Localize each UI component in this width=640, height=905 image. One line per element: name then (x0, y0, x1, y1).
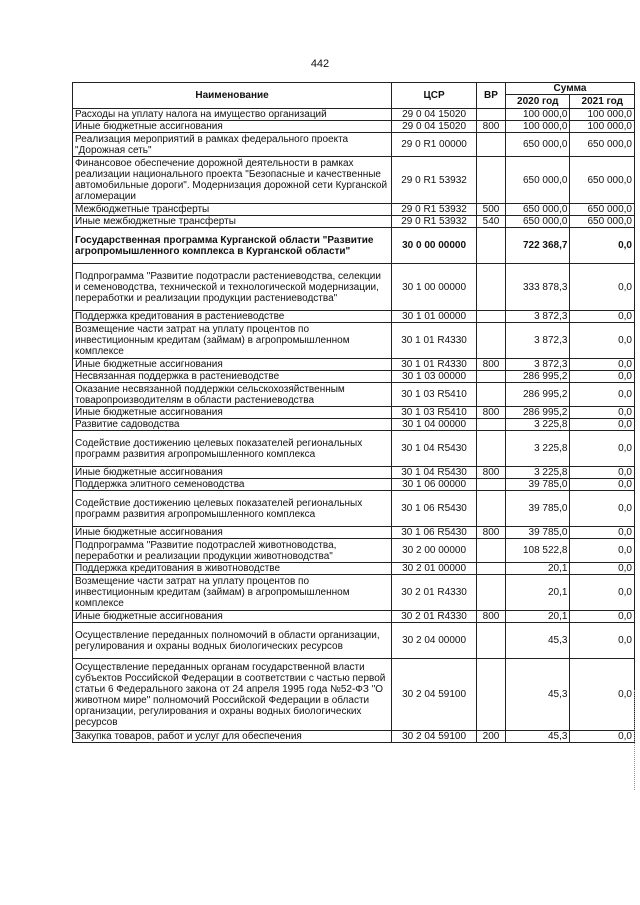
row-sum-2020: 286 995,2 (506, 383, 570, 407)
table-row (73, 623, 635, 659)
row-name: Государственная программа Курганской области "Развитие агропромышленного комплекса в Курганской области" (73, 228, 392, 264)
row-sum-2021: 0,0 (570, 264, 635, 311)
table-row (73, 133, 635, 157)
row-sum-2020: 3 872,3 (506, 359, 570, 371)
row-sum-2020: 650 000,0 (506, 133, 570, 157)
row-sum-2020: 333 878,3 (506, 264, 570, 311)
table-row (73, 407, 635, 419)
row-sum-2020: 3 225,8 (506, 419, 570, 431)
row-name: Развитие садоводства (73, 419, 392, 431)
row-sum-2020: 3 872,3 (506, 311, 570, 323)
row-sum-2021: 0,0 (570, 527, 635, 539)
row-vr-code (477, 491, 506, 527)
row-name: Несвязанная поддержка в растениеводстве (73, 371, 392, 383)
row-sum-2020: 650 000,0 (506, 157, 570, 204)
row-name: Иные межбюджетные трансферты (73, 216, 392, 228)
row-csr-code: 30 1 03 R5410 (392, 407, 477, 419)
row-name: Закупка товаров, работ и услуг для обеспечения (73, 731, 392, 743)
row-csr-code: 30 2 04 59100 (392, 659, 477, 731)
row-vr-code (477, 479, 506, 491)
row-sum-2021: 0,0 (570, 611, 635, 623)
row-name: Поддержка кредитования в растениеводстве (73, 311, 392, 323)
header-csr: ЦСР (392, 83, 477, 109)
table-row (73, 491, 635, 527)
table-row (73, 419, 635, 431)
table-row (73, 611, 635, 623)
row-sum-2021: 0,0 (570, 407, 635, 419)
row-name: Финансовое обеспечение дорожной деятельности в рамках реализации национального проекта "Безопасные и качественные автомобильные дороги". Модернизация дорожной сети Курганской агломерации (73, 157, 392, 204)
row-csr-code: 30 1 01 R4330 (392, 359, 477, 371)
row-name: Межбюджетные трансферты (73, 204, 392, 216)
row-vr-code: 800 (477, 359, 506, 371)
row-sum-2021: 0,0 (570, 431, 635, 467)
row-sum-2021: 0,0 (570, 491, 635, 527)
table-row (73, 383, 635, 407)
row-sum-2021: 650 000,0 (570, 204, 635, 216)
table-body (73, 109, 635, 743)
row-vr-code (477, 539, 506, 563)
row-sum-2021: 0,0 (570, 731, 635, 743)
row-vr-code: 800 (477, 407, 506, 419)
row-vr-code: 540 (477, 216, 506, 228)
row-sum-2020: 650 000,0 (506, 216, 570, 228)
row-csr-code: 29 0 R1 53932 (392, 204, 477, 216)
row-sum-2020: 39 785,0 (506, 527, 570, 539)
row-sum-2021: 0,0 (570, 539, 635, 563)
row-csr-code: 30 2 04 59100 (392, 731, 477, 743)
row-sum-2020: 100 000,0 (506, 109, 570, 121)
table-row (73, 731, 635, 743)
row-sum-2021: 0,0 (570, 563, 635, 575)
row-sum-2020: 286 995,2 (506, 407, 570, 419)
row-sum-2020: 3 225,8 (506, 431, 570, 467)
table-row (73, 539, 635, 563)
row-sum-2020: 20,1 (506, 575, 570, 611)
row-name: Возмещение части затрат на уплату процентов по инвестиционным кредитам (займам) в агропромышленном комплексе (73, 575, 392, 611)
row-sum-2020: 45,3 (506, 731, 570, 743)
row-vr-code: 800 (477, 121, 506, 133)
row-vr-code (477, 563, 506, 575)
row-sum-2021: 650 000,0 (570, 216, 635, 228)
row-name: Содействие достижению целевых показателей региональных программ развития агропромышленного комплекса (73, 491, 392, 527)
row-csr-code: 29 0 R1 53932 (392, 216, 477, 228)
row-sum-2021: 0,0 (570, 575, 635, 611)
row-sum-2020: 650 000,0 (506, 204, 570, 216)
row-csr-code: 30 1 04 00000 (392, 419, 477, 431)
table-row (73, 157, 635, 204)
row-csr-code: 29 0 04 15020 (392, 109, 477, 121)
row-vr-code (477, 264, 506, 311)
row-csr-code: 30 2 01 R4330 (392, 611, 477, 623)
row-sum-2020: 108 522,8 (506, 539, 570, 563)
row-vr-code: 800 (477, 527, 506, 539)
row-csr-code: 30 1 01 00000 (392, 311, 477, 323)
row-sum-2020: 20,1 (506, 563, 570, 575)
row-sum-2020: 45,3 (506, 659, 570, 731)
header-year-2020: 2020 год (506, 95, 570, 109)
row-vr-code (477, 109, 506, 121)
row-vr-code (477, 323, 506, 359)
row-csr-code: 30 0 00 00000 (392, 228, 477, 264)
row-name: Иные бюджетные ассигнования (73, 407, 392, 419)
table-row (73, 575, 635, 611)
row-vr-code (477, 133, 506, 157)
row-csr-code: 30 1 04 R5430 (392, 431, 477, 467)
row-name: Иные бюджетные ассигнования (73, 527, 392, 539)
row-sum-2021: 0,0 (570, 323, 635, 359)
row-name: Содействие достижению целевых показателей региональных программ развития агропромышленного комплекса (73, 431, 392, 467)
row-vr-code: 800 (477, 467, 506, 479)
row-vr-code (477, 419, 506, 431)
table-row (73, 359, 635, 371)
row-csr-code: 30 1 06 R5430 (392, 491, 477, 527)
row-sum-2021: 0,0 (570, 659, 635, 731)
row-sum-2021: 0,0 (570, 371, 635, 383)
table-row (73, 527, 635, 539)
row-csr-code: 30 2 01 00000 (392, 563, 477, 575)
row-csr-code: 30 1 01 R4330 (392, 323, 477, 359)
row-sum-2021: 650 000,0 (570, 133, 635, 157)
row-name: Возмещение части затрат на уплату процентов по инвестиционным кредитам (займам) в агропромышленном комплексе (73, 323, 392, 359)
table-row (73, 323, 635, 359)
row-sum-2020: 3 872,3 (506, 323, 570, 359)
row-csr-code: 30 1 06 R5430 (392, 527, 477, 539)
row-sum-2021: 0,0 (570, 359, 635, 371)
row-name: Иные бюджетные ассигнования (73, 359, 392, 371)
row-csr-code: 30 1 00 00000 (392, 264, 477, 311)
row-sum-2021: 650 000,0 (570, 157, 635, 204)
budget-table (72, 82, 635, 743)
row-vr-code (477, 311, 506, 323)
row-vr-code: 500 (477, 204, 506, 216)
table-row (73, 563, 635, 575)
row-vr-code (477, 623, 506, 659)
row-csr-code: 30 1 03 R5410 (392, 383, 477, 407)
row-sum-2020: 20,1 (506, 611, 570, 623)
table-row (73, 216, 635, 228)
table-row (73, 371, 635, 383)
table-row (73, 467, 635, 479)
row-vr-code (477, 431, 506, 467)
header-vr: ВР (477, 83, 506, 109)
row-name: Иные бюджетные ассигнования (73, 611, 392, 623)
row-sum-2021: 0,0 (570, 311, 635, 323)
row-vr-code (477, 157, 506, 204)
row-name: Расходы на уплату налога на имущество организаций (73, 109, 392, 121)
row-sum-2020: 39 785,0 (506, 479, 570, 491)
row-sum-2021: 0,0 (570, 479, 635, 491)
table-row (73, 264, 635, 311)
row-sum-2021: 100 000,0 (570, 121, 635, 133)
row-sum-2020: 39 785,0 (506, 491, 570, 527)
row-name: Оказание несвязанной поддержки сельскохозяйственным товаропроизводителям в области растениеводства (73, 383, 392, 407)
row-name: Подпрограмма "Развитие подотрасли растениеводства, селекции и семеноводства, технической и технологической модернизации, переработки и реализации продукции растениеводства" (73, 264, 392, 311)
row-csr-code: 30 1 06 00000 (392, 479, 477, 491)
row-sum-2020: 722 368,7 (506, 228, 570, 264)
row-name: Осуществление переданных полномочий в области организации, регулирования и охраны водных биологических ресурсов (73, 623, 392, 659)
table-row (73, 228, 635, 264)
row-csr-code: 30 2 01 R4330 (392, 575, 477, 611)
table-header (73, 83, 635, 109)
row-name: Реализация мероприятий в рамках федерального проекта "Дорожная сеть" (73, 133, 392, 157)
row-sum-2020: 45,3 (506, 623, 570, 659)
row-vr-code: 800 (477, 611, 506, 623)
row-sum-2020: 3 225,8 (506, 467, 570, 479)
row-vr-code (477, 575, 506, 611)
row-vr-code (477, 371, 506, 383)
row-sum-2021: 0,0 (570, 467, 635, 479)
row-name: Подпрограмма "Развитие подотраслей животноводства, переработки и реализации продукции животноводства" (73, 539, 392, 563)
row-vr-code (477, 659, 506, 731)
row-sum-2021: 0,0 (570, 383, 635, 407)
row-name: Поддержка кредитования в животноводстве (73, 563, 392, 575)
row-csr-code: 30 1 04 R5430 (392, 467, 477, 479)
row-name: Иные бюджетные ассигнования (73, 467, 392, 479)
row-sum-2021: 100 000,0 (570, 109, 635, 121)
row-csr-code: 30 2 00 00000 (392, 539, 477, 563)
table-row (73, 121, 635, 133)
margin-mark (634, 690, 638, 790)
row-name: Поддержка элитного семеноводства (73, 479, 392, 491)
row-sum-2020: 286 995,2 (506, 371, 570, 383)
row-csr-code: 30 2 04 00000 (392, 623, 477, 659)
row-vr-code (477, 383, 506, 407)
row-csr-code: 30 1 03 00000 (392, 371, 477, 383)
header-sum: Сумма (506, 83, 635, 95)
row-vr-code (477, 228, 506, 264)
table-row (73, 109, 635, 121)
row-csr-code: 29 0 R1 53932 (392, 157, 477, 204)
row-sum-2020: 100 000,0 (506, 121, 570, 133)
row-vr-code: 200 (477, 731, 506, 743)
header-name: Наименование (73, 83, 392, 109)
table-row (73, 659, 635, 731)
table-row (73, 311, 635, 323)
row-sum-2021: 0,0 (570, 623, 635, 659)
row-csr-code: 29 0 R1 00000 (392, 133, 477, 157)
row-name: Осуществление переданных органам государственной власти субъектов Российской Федерации в соответствии с частью первой статьи 6 Федерального закона от 24 апреля 1995 года №52-ФЗ "О животном мире" полномочий Российской Федерации в области организации, регулирования и охраны водных биологических ресурсов (73, 659, 392, 731)
table-row (73, 431, 635, 467)
table-row (73, 204, 635, 216)
row-sum-2021: 0,0 (570, 419, 635, 431)
row-name: Иные бюджетные ассигнования (73, 121, 392, 133)
header-year-2021: 2021 год (570, 95, 635, 109)
table-row (73, 479, 635, 491)
row-csr-code: 29 0 04 15020 (392, 121, 477, 133)
page-number: 442 (310, 58, 330, 70)
row-sum-2021: 0,0 (570, 228, 635, 264)
